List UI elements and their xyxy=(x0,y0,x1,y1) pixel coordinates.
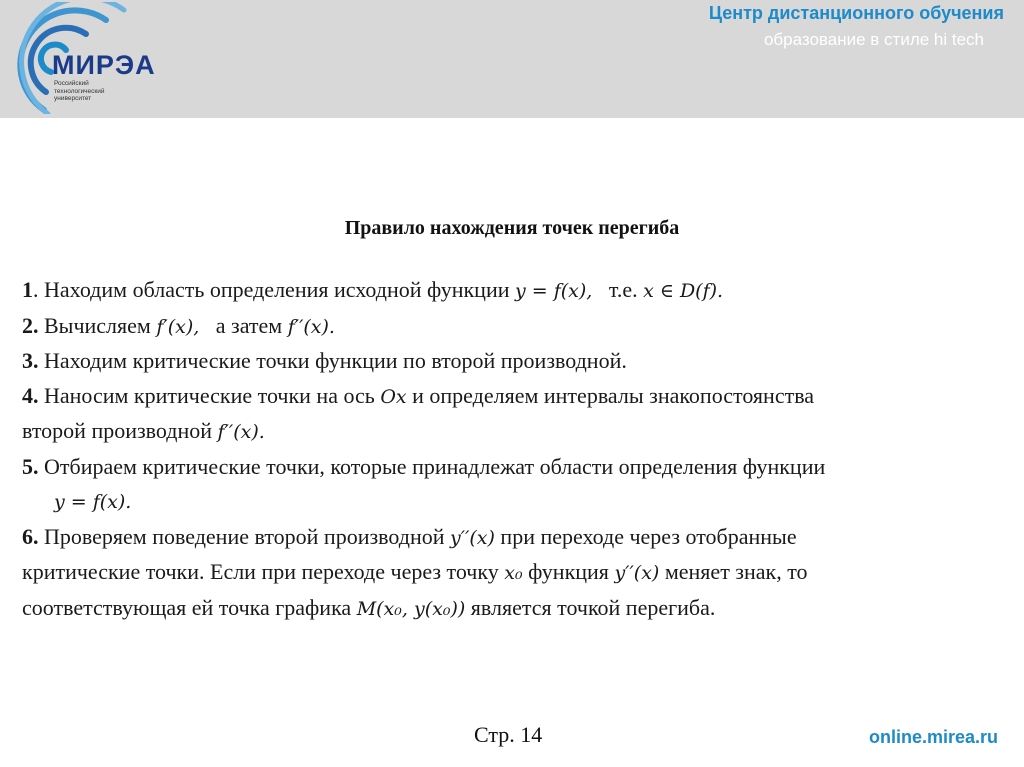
header-title: Центр дистанционного обучения xyxy=(708,3,1004,23)
step-text: Отбираем критические точки, которые принадлежат области определения функции xyxy=(38,453,826,479)
step-text: критические точки. Если при переходе через точку xyxy=(22,559,505,584)
step-formula: M(x₀, y(x₀)) xyxy=(356,597,466,620)
step-3 xyxy=(22,344,1002,379)
slide-title: Правило нахождения точек перегиба xyxy=(344,217,680,239)
header-banner xyxy=(0,0,1024,118)
step-2 xyxy=(22,309,1002,345)
step-5 xyxy=(22,450,1002,520)
step-formula: x₀ xyxy=(504,562,523,584)
step-formula: y = f(x). xyxy=(54,491,132,513)
step-formula: y = f(x), xyxy=(515,280,593,302)
step-text: Находим критические точки функции по второй производной. xyxy=(38,348,627,373)
step-4 xyxy=(22,379,1002,450)
step-formula: y′′(x) xyxy=(614,562,660,584)
step-1 xyxy=(22,273,1002,309)
step-text: Проверяем поведение второй производной xyxy=(38,523,451,549)
step-number: 3. xyxy=(22,348,39,373)
step-text: меняет знак, то xyxy=(659,559,808,584)
step-text: . Находим область определения исходной функции xyxy=(33,277,515,302)
logo-text: МИРЭА xyxy=(52,50,156,80)
step-text: т.е. xyxy=(608,277,644,302)
step-text: Наносим критические точки на ось xyxy=(38,382,381,408)
step-formula: f′′(x). xyxy=(217,421,265,443)
step-formula: f′′(x). xyxy=(287,315,335,338)
logo-subtitle: Российский технологический университет xyxy=(54,80,105,102)
step-text: при переходе через отобранные xyxy=(494,523,797,549)
header-subtitle: образование в стиле hi tech xyxy=(763,30,984,49)
step-text: второй производной xyxy=(22,418,218,443)
steps-list xyxy=(22,273,1002,626)
step-formula: Ox xyxy=(380,385,407,408)
step-formula: f′(x), xyxy=(156,315,200,338)
site-url: online.mirea.ru xyxy=(868,727,998,747)
step-6 xyxy=(22,520,1002,627)
page-number: Стр. 14 xyxy=(474,722,543,747)
step-text: функция xyxy=(522,559,615,584)
step-formula: x ∈ D(f). xyxy=(643,280,724,302)
step-number: 5. xyxy=(22,453,39,479)
step-number: 1 xyxy=(22,277,33,302)
step-text: а затем xyxy=(215,312,288,338)
step-text: соответствующая ей точка графика xyxy=(22,594,357,620)
step-text: является точкой перегиба. xyxy=(465,594,716,620)
step-number: 2. xyxy=(22,312,39,338)
step-number: 4. xyxy=(22,382,39,408)
step-formula: y′′(x) xyxy=(450,526,495,549)
step-text: и определяем интервалы знакопостоянства xyxy=(406,382,815,408)
step-text: Вычисляем xyxy=(38,312,157,338)
step-number: 6. xyxy=(22,523,39,549)
